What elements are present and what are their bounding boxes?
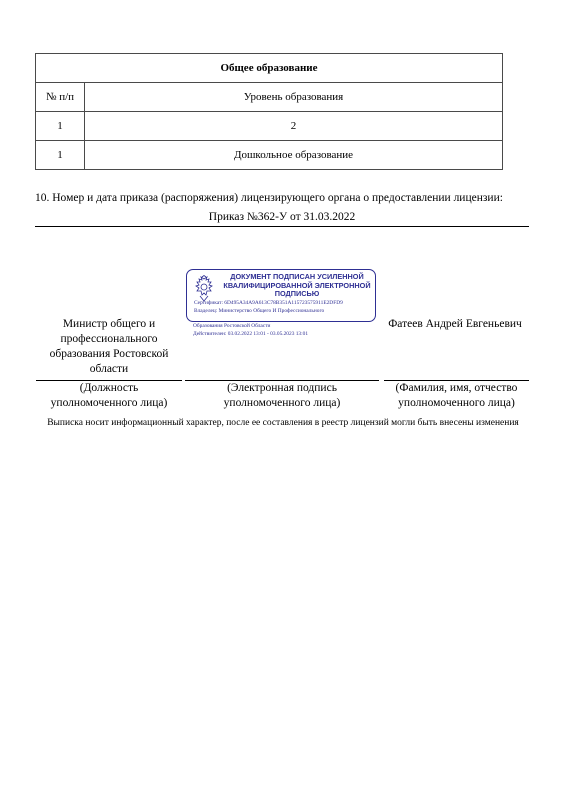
stamp-owner-continued: Образования Ростовской Области	[193, 323, 271, 329]
row-num: 1	[36, 112, 85, 141]
order-underline	[35, 226, 529, 227]
table-row	[36, 112, 503, 141]
e-signature-stamp	[186, 269, 376, 322]
name-caption: (Фамилия, имя, отчество уполномоченного лица)	[395, 382, 518, 409]
stamp-owner: Владелец: Министерство Общего И Профессионального	[194, 308, 325, 314]
order-heading: 10. Номер и дата приказа (распоряжения) лицензирующего органа о предоставлении лицензии:	[35, 192, 503, 204]
education-table	[35, 53, 503, 170]
official-name: Фатеев Андрей Евгеньевич	[388, 318, 522, 330]
order-value: Приказ №362-У от 31.03.2022	[208, 211, 356, 223]
stamp-title: ДОКУМЕНТ ПОДПИСАН УСИЛЕННОЙ КВАЛИФИЦИРОВАННОЙ ЭЛЕКТРОННОЙ ПОДПИСЬЮ	[223, 272, 371, 299]
position-caption: (Должность уполномоченного лица)	[50, 382, 168, 409]
row-level: Дошкольное образование	[85, 141, 503, 170]
coat-of-arms-icon	[191, 275, 217, 303]
header-num: № п/п	[36, 83, 85, 112]
stamp-certificate: Сертификат: 6D495A34A9A613C78B351A115723575911E2DFD9	[194, 300, 343, 306]
official-position: Министр общего и профессионального образования Ростовской области	[49, 318, 169, 375]
stamp-validity: Действителен: 03.02.2022 13:01 - 03.05.2023 13:01	[193, 331, 309, 337]
row-level: 2	[85, 112, 503, 141]
row-num: 1	[36, 141, 85, 170]
table-title: Общее образование	[36, 54, 503, 83]
signature-caption: (Электронная подпись уполномоченного лица)	[223, 382, 341, 409]
table-row	[36, 141, 503, 170]
header-level: Уровень образования	[85, 83, 503, 112]
footnote: Выписка носит информационный характер, после ее составления в реестр лицензий могли быть внесены изменения	[47, 418, 519, 428]
